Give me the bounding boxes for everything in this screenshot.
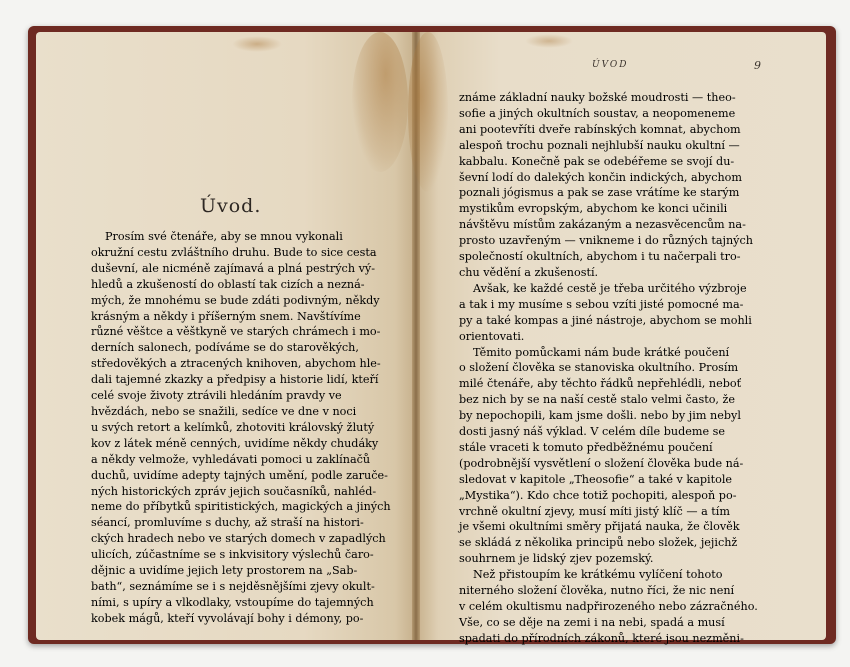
text-line: duchů, uvidíme adepty tajných umění, podle zaruče- [91, 468, 388, 482]
text-line: dali tajemné zkazky a předpisy a historie lidí, kteří [91, 373, 379, 387]
text-line: kov z látek méně cenných, uvidíme někdy chudáky [91, 436, 379, 450]
text-line: ckých hradech nebo ve starých domech v zapadlých [91, 532, 386, 546]
text-line: alespoň trochu poznali nejhlubší nauku okultní — [459, 138, 740, 152]
text-line: vrchně okultní zjevy, musí míti jistý klíč — a tím [459, 504, 730, 518]
text-line: středověkých a ztracených knihoven, abychom hle- [91, 357, 381, 371]
page-number: 9 [754, 59, 761, 72]
text-line: ševní lodí do dalekých končin indických, abychom [459, 170, 743, 184]
text-line: prosto uzavřeným — vnikneme i do různých tajných [459, 234, 753, 248]
text-line: o složení člověka se stanoviska okultního. Prosím [459, 361, 739, 375]
text-line: derních salonech, podíváme se do starověkých, [91, 341, 359, 355]
book-gutter [412, 32, 420, 640]
left-page-text [91, 229, 391, 627]
text-line: celé svoje životy ztrávili hledáním pravdy ve [91, 389, 342, 403]
text-line: neme do příbytků spiritistických, magických a jiných [91, 500, 391, 514]
text-line: poznali jógismus a pak se zase vrátíme ke starým [459, 186, 740, 200]
text-line: stále vraceti k tomuto předběžnému poučení [459, 440, 713, 454]
text-line: kobek mágů, kteří vyvolávají bohy i démony, po- [91, 611, 364, 625]
text-line: souhrnem je lidský zjev pozemský. [459, 552, 654, 566]
text-line: Vše, co se děje na zemi i na nebi, spadá a musí [459, 615, 725, 629]
text-line: chu vědění a zkušeností. [459, 265, 599, 279]
text-line: společností okultních, abychom i tu načerpali tro- [459, 250, 741, 264]
text-line: spadati do přírodních zákonů, které jsou nezměni- [459, 631, 744, 645]
text-line: dosti jasný náš výklad. V celém díle budeme se [459, 425, 726, 439]
text-line: mých, že mnohému se bude zdáti podivným, někdy [91, 293, 380, 307]
text-line: séancí, promluvíme s duchy, až straší na histori- [91, 516, 364, 530]
text-line: je všemi okultními směry přijatá nauka, že člověk [459, 520, 740, 534]
text-line: ných historických zpráv jejich současníků, nahléd- [91, 484, 377, 498]
text-line: duševní, ale nicméně zajímavá a plná pestrých vý- [91, 261, 375, 275]
text-line: známe základní nauky božské moudrosti — theo- [459, 91, 736, 104]
text-line: „Mystika“). Kdo chce totiž pochopiti, alespoň po- [459, 488, 737, 502]
chapter-title: Úvod. [200, 195, 262, 217]
text-line: Avšak, ke každé cestě je třeba určitého výzbroje [473, 281, 747, 295]
text-line: u svých retort a kelímků, zhotoviti královský žlutý [91, 420, 375, 434]
text-line: a tak i my musíme s sebou vzíti jisté pomocné ma- [459, 297, 744, 311]
text-line: Těmito pomůckami nám bude krátké poučení [473, 345, 730, 359]
text-line: bath“, seznámíme se i s nejděsnějšími zjevy okult- [91, 579, 375, 593]
text-line: v celém okultismu nadpřirozeného nebo zázračného. [459, 600, 758, 613]
text-line: ními, s upíry a vlkodlaky, vstoupíme do tajemných [91, 595, 374, 609]
text-line: mystikům evropským, abychom ke konci učinili [459, 202, 728, 216]
text-line: py a také kompas a jiné nástroje, abychom se mohli [459, 313, 752, 327]
text-line: milé čtenáře, aby těchto řádků nepřehlédli, neboť [459, 377, 742, 391]
text-line: ani pootevříti dveře rabínských komnat, abychom [459, 122, 741, 136]
text-line: dějnic a uvidíme jejich lety prostorem na „Sab- [91, 564, 358, 578]
text-line: niterného složení člověka, nutno říci, že nic není [459, 584, 735, 598]
text-line: ulicích, zúčastníme se s inkvisitory výslechů čaro- [91, 548, 374, 562]
text-line: návštěvu místům zakázaným a nezasvěcencům na- [459, 218, 746, 232]
text-line: by nepochopili, kam jsme došli. nebo by jim nebyl [459, 409, 741, 423]
text-line: Prosím své čtenáře, aby se mnou vykonali [105, 230, 343, 243]
text-line: krásným a někdy i příšerným snem. Navštívíme [91, 309, 361, 323]
text-line: hledů a zkušeností do oblastí tak cizích a nezná- [91, 277, 365, 291]
text-line: Než přistoupím ke krátkému vylíčení tohoto [473, 568, 723, 582]
text-line: sofie a jiných okultních soustav, a neopomeneme [459, 106, 736, 120]
text-line: sledovat v kapitole „Theosofie“ a také v kapitole [459, 472, 733, 486]
right-page-text [459, 90, 773, 647]
text-line: a někdy velmože, vyhledávati pomoci u zaklínačů [91, 452, 371, 466]
text-line: orientovati. [459, 329, 525, 343]
text-line: hvězdách, nebo se snažili, sedíce ve dne v noci [91, 404, 357, 418]
text-line: kabbalu. Konečně pak se odebéřeme se svojí du- [459, 154, 735, 168]
text-line: bez nich by se na naší cestě stalo velmi často, že [459, 393, 736, 407]
text-line: okružní cestu zvláštního druhu. Bude to sice cesta [91, 245, 377, 259]
text-line: (podrobnější vysvětlení o složení člověka bude ná- [459, 456, 744, 470]
running-header: ÚVOD [592, 60, 629, 70]
text-line: různé věštce a věštkyně ve starých chrámech i mo- [91, 325, 381, 339]
text-line: se skládá z několika principů nebo složek, jejichž [459, 536, 738, 550]
